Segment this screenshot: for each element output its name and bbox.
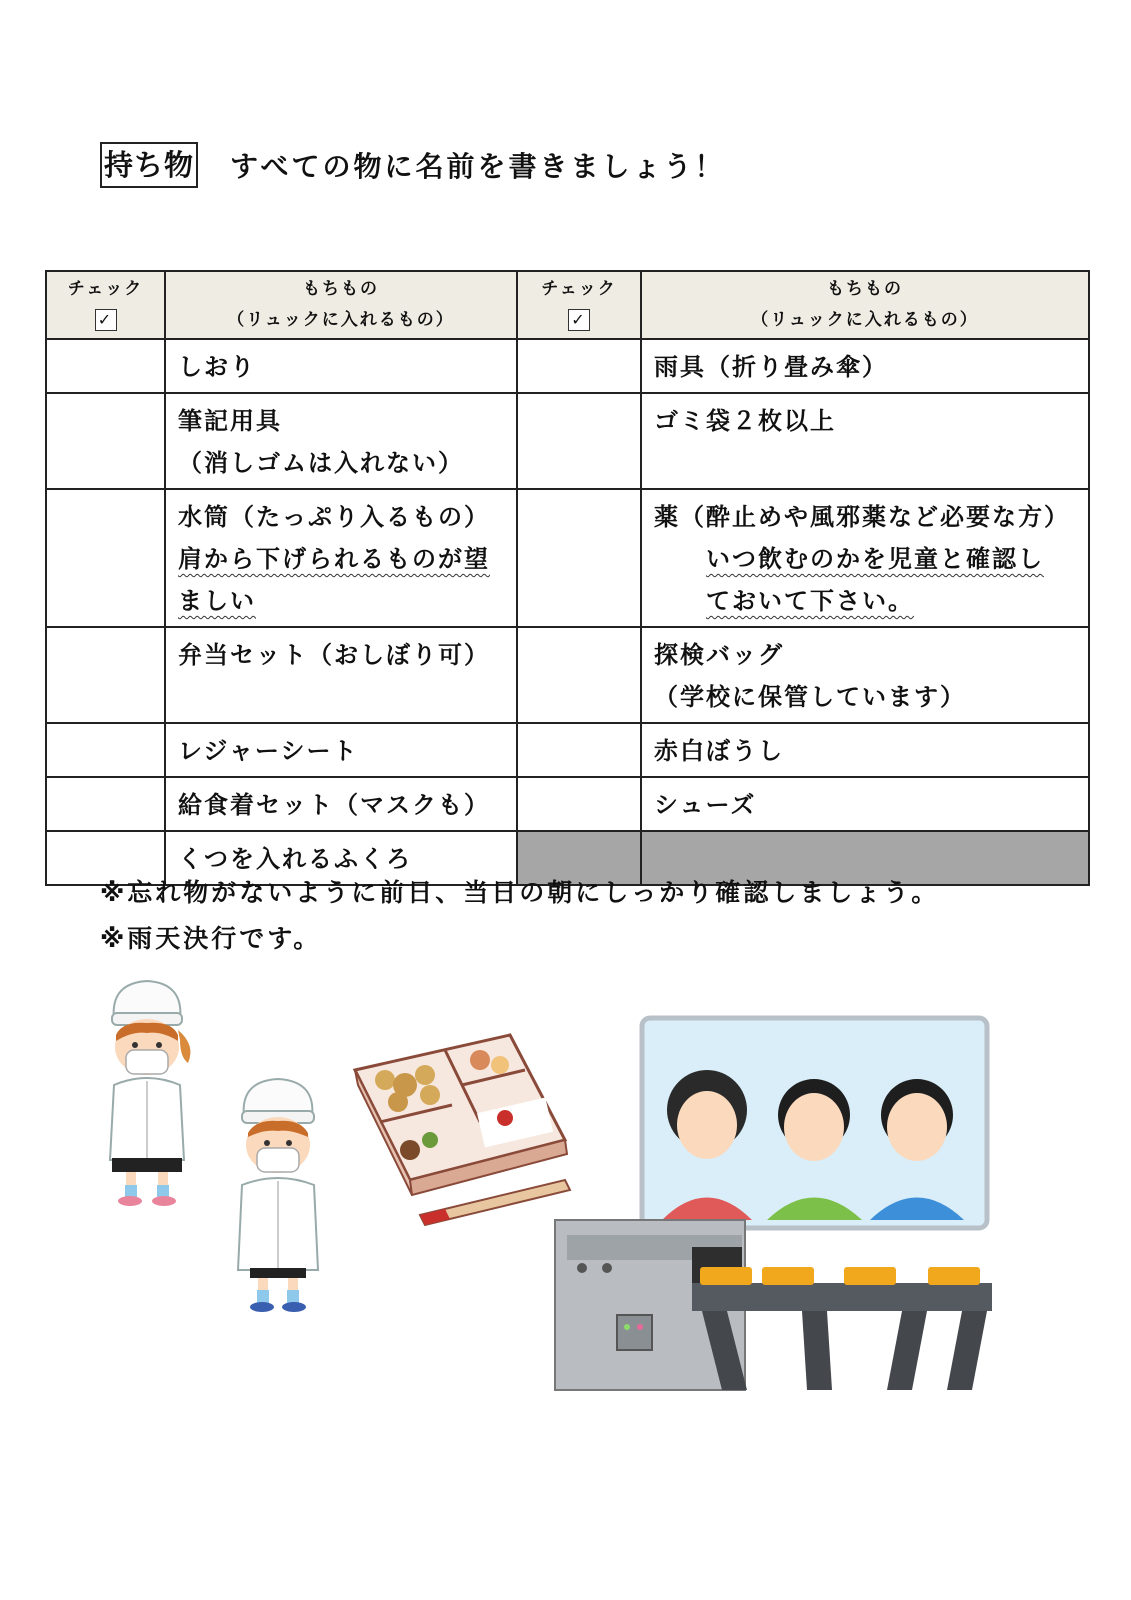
item-cell [165,723,517,777]
item-text: シューズ [654,791,757,819]
check-cell[interactable] [517,777,641,831]
table-row [46,393,1089,489]
bento-box-icon [350,1030,580,1230]
item-text: 弁当セット（おしぼり可） [178,641,490,669]
reminder-notes [100,870,939,962]
belongings-table [45,270,1090,886]
items-header [641,271,1089,339]
item-text: 給食着セット（マスクも） [178,791,490,819]
name-instruction: すべての物に名前を書きましょう！ [230,150,726,183]
checkbox-icon: ✓ [568,309,590,331]
check-cell[interactable] [46,393,165,489]
item-cell [641,777,1089,831]
item-note: ておいて下さい。 [706,587,914,615]
item-cell [641,393,1089,489]
item-note: ましい [178,587,256,615]
item-text: 薬（酔止めや風邪薬など必要な方） [654,503,1070,531]
item-cell [641,723,1089,777]
items-header-title: もちもの [303,279,379,299]
item-text: 筆記用具 [178,407,282,435]
item-text: くつを入れるふくろ [178,845,412,873]
check-cell[interactable] [46,627,165,723]
girl-lunch-duty-icon [92,975,202,1215]
check-cell[interactable] [517,339,641,393]
check-cell[interactable] [46,777,165,831]
check-cell[interactable] [46,339,165,393]
check-header-label: チェック [67,279,144,299]
check-cell[interactable] [46,489,165,627]
check-header-label: チェック [541,279,617,299]
boy-lunch-duty-icon [228,1075,328,1325]
page-heading [100,142,725,188]
item-text: レジャーシート [178,737,359,765]
check-cell[interactable] [517,489,641,627]
check-cell[interactable] [517,723,641,777]
item-cell [641,339,1089,393]
checkbox-icon: ✓ [95,309,117,331]
item-cell [165,489,517,627]
check-cell[interactable] [46,723,165,777]
items-header-sub: （リュックに入れるもの） [751,310,979,330]
item-text: 赤白ぼうし [654,737,784,765]
note-check-belongings: ※忘れ物がないように前日、当日の朝にしっかり確認しましょう。 [100,878,940,907]
item-note: （消しゴムは入れない） [178,449,464,477]
table-row [46,723,1089,777]
item-note: いつ飲むのかを児童と確認し [706,545,1044,573]
item-text: 雨具（折り畳み傘） [654,353,888,381]
table-header-row [46,271,1089,339]
item-cell [165,627,517,723]
table-row [46,489,1089,627]
table-row [46,339,1089,393]
items-header [165,271,517,339]
item-text: ゴミ袋２枚以上 [654,407,836,435]
table-row [46,777,1089,831]
items-header-sub: （リュックに入れるもの） [227,310,455,330]
item-cell [641,627,1089,723]
note-rain-or-shine: ※雨天決行です。 [100,924,322,953]
item-cell [165,339,517,393]
item-cell [641,489,1089,627]
item-text: しおり [178,353,256,381]
check-cell[interactable] [517,627,641,723]
item-text: 水筒（たっぷり入るもの） [178,503,490,531]
factory-tour-icon [552,1015,997,1395]
item-cell [165,777,517,831]
check-header [517,271,641,339]
item-note: （学校に保管しています） [654,683,966,711]
item-text: 探検バッグ [654,641,784,669]
item-cell [165,393,517,489]
check-header [46,271,165,339]
items-header-title: もちもの [827,279,903,299]
belongings-label: 持ち物 [100,142,198,188]
table-row [46,627,1089,723]
check-cell[interactable] [517,393,641,489]
item-note: 肩から下げられるものが望 [178,545,490,573]
